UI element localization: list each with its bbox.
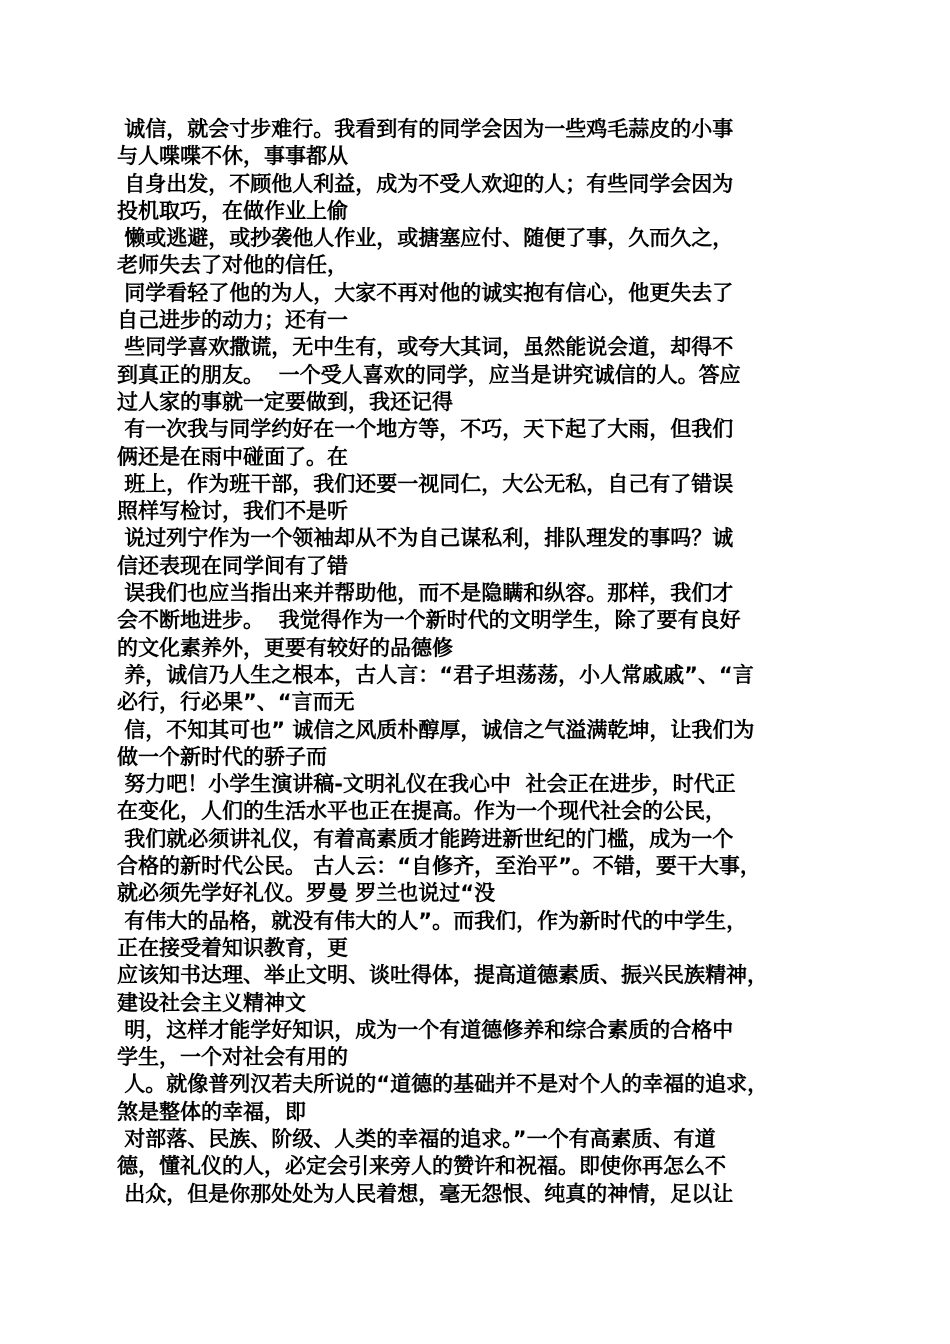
text-line: 养，诚信乃人生之根本，古人言：“君子坦荡荡，小人常戚戚”、“言 bbox=[117, 662, 754, 687]
text-line: 有伟大的品格，就没有伟大的人”。而我们，作为新时代的中学生， bbox=[117, 908, 748, 933]
text-line: 误我们也应当指出来并帮助他，而不是隐瞒和纵容。那样，我们才 bbox=[117, 581, 734, 606]
text-line: 建设社会主义精神文 bbox=[117, 990, 306, 1015]
text-line: 与人喋喋不休，事事都从 bbox=[117, 144, 348, 169]
text-line: 我们就必须讲礼仪，有着高素质才能跨进新世纪的门槛，成为一个 bbox=[117, 826, 734, 851]
text-line: 正在接受着知识教育，更 bbox=[117, 935, 348, 960]
text-line: 应该知书达理、举止文明、谈吐得体，提高道德素质、振兴民族精神， bbox=[117, 963, 768, 988]
text-line: 在变化，人们的生活水平也正在提高。作为一个现代社会的公民， bbox=[117, 799, 726, 824]
text-line: 俩还是在雨中碰面了。在 bbox=[117, 444, 348, 469]
text-line: 自己进步的动力；还有一 bbox=[117, 308, 348, 333]
text-line: 必行，行必果”、“言而无 bbox=[117, 690, 355, 715]
text-line: 到真正的朋友。 一个受人喜欢的同学，应当是讲究诚信的人。答应 bbox=[117, 362, 741, 387]
text-line: 煞是整体的幸福，即 bbox=[117, 1099, 306, 1124]
text-line: 懒或逃避，或抄袭他人作业，或搪塞应付、随便了事，久而久之， bbox=[117, 226, 734, 251]
text-line: 投机取巧，在做作业上偷 bbox=[117, 198, 348, 223]
text-line: 诚信，就会寸步难行。我看到有的同学会因为一些鸡毛蒜皮的小事 bbox=[117, 117, 734, 141]
text-line: 做一个新时代的骄子而 bbox=[117, 744, 327, 769]
text-line: 德，懂礼仪的人，必定会引来旁人的赞许和祝福。即使你再怎么不 bbox=[117, 1154, 726, 1179]
text-line: 对部落、民族、阶级、人类的幸福的追求。”一个有高素质、有道 bbox=[117, 1126, 716, 1151]
text-line: 些同学喜欢撒谎，无中生有，或夸大其词，虽然能说会道，却得不 bbox=[117, 335, 734, 360]
text-line: 就必须先学好礼仪。罗曼 罗兰也说过“没 bbox=[117, 881, 496, 906]
text-line: 努力吧！小学生演讲稿-文明礼仪在我心中 社会正在进步，时代正 bbox=[117, 772, 736, 797]
body-text bbox=[117, 116, 852, 1208]
text-line: 照样写检讨，我们不是听 bbox=[117, 499, 348, 524]
text-line: 信还表现在同学间有了错 bbox=[117, 553, 348, 578]
text-line: 的文化素养外，更要有较好的品德修 bbox=[117, 635, 453, 660]
text-line: 明，这样才能学好知识，成为一个有道德修养和综合素质的合格中 bbox=[117, 1017, 734, 1042]
text-line: 老师失去了对他的信任， bbox=[117, 253, 348, 278]
text-line: 学生，一个对社会有用的 bbox=[117, 1045, 348, 1070]
text-line: 出众，但是你那处处为人民着想，毫无怨恨、纯真的神情，足以让 bbox=[117, 1181, 734, 1206]
text-line: 过人家的事就一定要做到，我还记得 bbox=[117, 389, 453, 414]
text-line: 合格的新时代公民。 古人云：“自修齐，至治平”。不错，要干大事， bbox=[117, 854, 761, 879]
text-line: 自身出发，不顾他人利益，成为不受人欢迎的人；有些同学会因为 bbox=[117, 171, 734, 196]
text-line: 会不断地进步。 我觉得作为一个新时代的文明学生，除了要有良好 bbox=[117, 608, 741, 633]
text-line: 有一次我与同学约好在一个地方等，不巧，天下起了大雨，但我们 bbox=[117, 417, 734, 442]
text-line: 同学看轻了他的为人，大家不再对他的诚实抱有信心，他更失去了 bbox=[117, 280, 734, 305]
text-line: 信，不知其可也” 诚信之风质朴醇厚，诚信之气溢满乾坤，让我们为 bbox=[117, 717, 755, 742]
text-line: 班上，作为班干部，我们还要一视同仁，大公无私，自己有了错误 bbox=[117, 471, 734, 496]
text-line: 人。就像普列汉若夫所说的“道德的基础并不是对个人的幸福的追求， bbox=[117, 1072, 769, 1097]
text-line: 说过列宁作为一个领袖却从不为自己谋私利，排队理发的事吗？诚 bbox=[117, 526, 734, 551]
